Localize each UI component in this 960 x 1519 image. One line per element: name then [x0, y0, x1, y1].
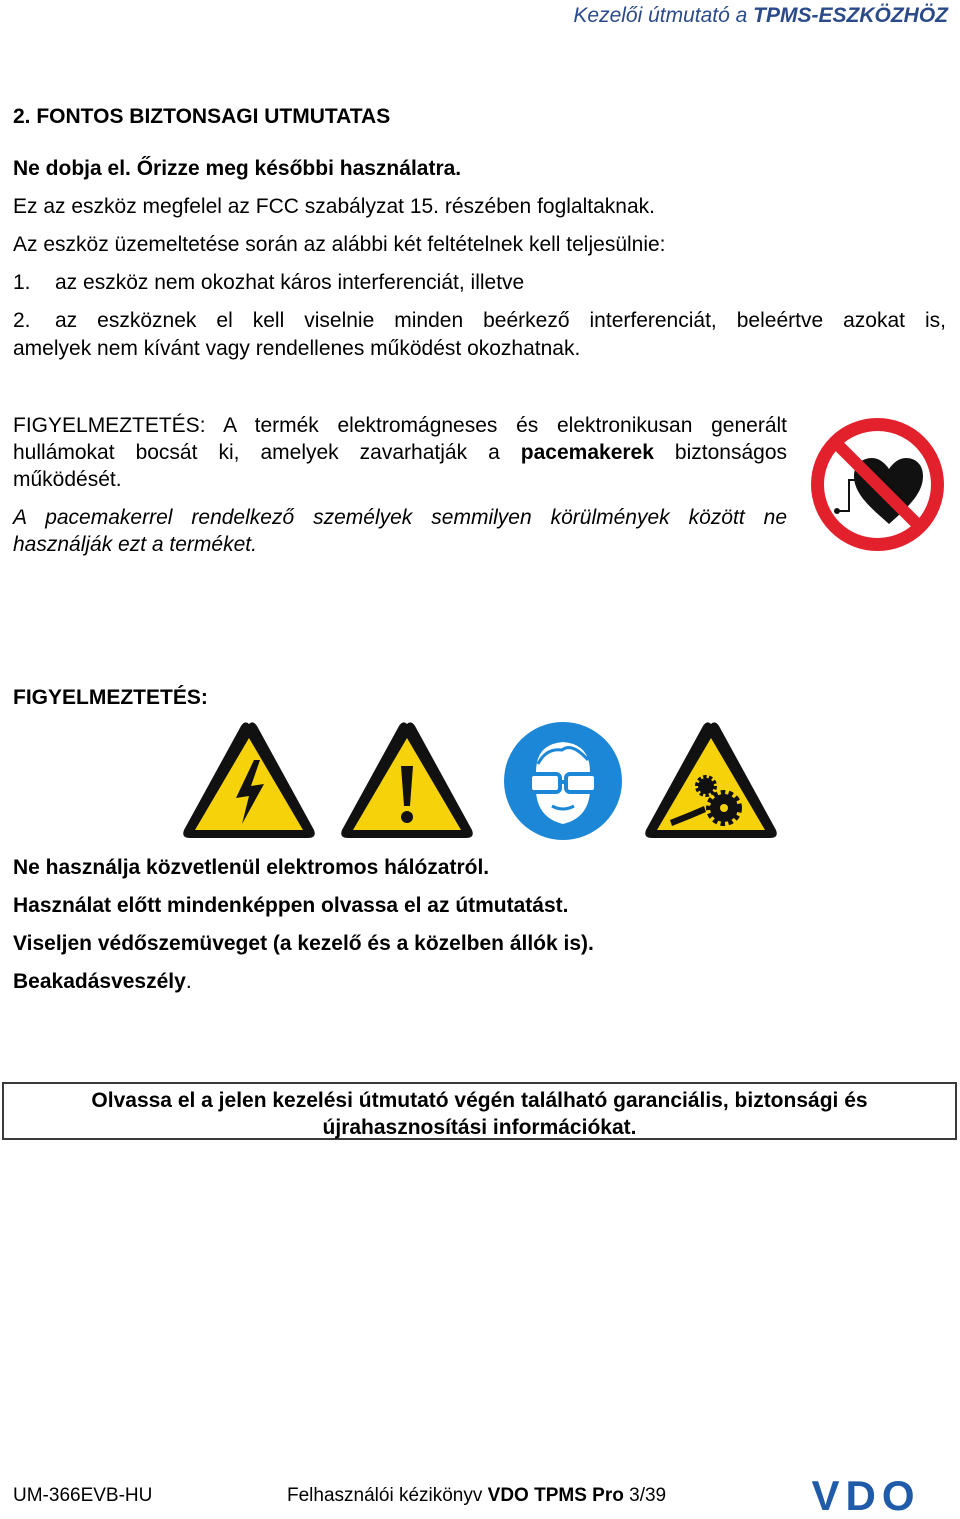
warning-item-4	[13, 970, 192, 994]
notice-line-1: Olvassa el a jelen kezelési útmutató végén található garanciális, biztonsági és	[91, 1089, 868, 1112]
condition-1-number: 1.	[13, 271, 31, 294]
footer-manual-title: VDO TPMS Pro	[487, 1485, 624, 1506]
fcc-condition-2	[13, 309, 946, 361]
electric-shock-warning-icon	[180, 720, 318, 842]
pacemaker-warning-a: FIGYELMEZTETÉS: A termék elektromágneses és elektronikusan generált hullámokat bocsát ki, amelyek zavarhatják a	[13, 414, 787, 464]
pacemaker-warning	[13, 412, 787, 493]
warning-item-2: Használat előtt mindenképpen olvassa el az útmutatást.	[13, 894, 569, 917]
condition-2-number: 2.	[13, 309, 31, 332]
entanglement-hazard-icon	[642, 720, 780, 842]
fcc-condition-1	[13, 271, 525, 295]
footer-manual	[287, 1485, 666, 1507]
info-notice-box	[2, 1082, 957, 1140]
no-pacemaker-sign-icon	[809, 416, 946, 553]
condition-2-text-a: az eszköznek el kell viselnie minden beérkező interferenciát, beleértve azokat is,	[55, 309, 946, 332]
pacemaker-italic-warning: A pacemakerrel rendelkező személyek semmilyen körülmények között ne használják ezt a terméket.	[13, 506, 787, 556]
condition-2-text-b: amelyek nem kívánt vagy rendellenes működést okozhatnak.	[13, 337, 581, 360]
pacemaker-warning-bold: pacemakerek	[520, 441, 654, 464]
footer-doc-id: UM-366EVB-HU	[13, 1485, 153, 1506]
fcc-line-2: Az eszköz üzemeltetése során az alábbi két feltételnek kell teljesülnie:	[13, 233, 666, 256]
fcc-line-1: Ez az eszköz megfelel az FCC szabályzat 15. részében foglaltaknak.	[13, 195, 655, 218]
section-title: 2. FONTOS BIZTONSAGI UTMUTATAS	[13, 105, 391, 128]
vdo-logo-text: VDO	[811, 1476, 921, 1514]
page-header	[573, 4, 948, 28]
warnings-title: FIGYELMEZTETÉS:	[13, 686, 208, 709]
header-product: TPMS-ESZKÖZHÖZ	[753, 4, 948, 27]
warning-item-3: Viseljen védőszemüveget (a kezelő és a közelben állók is).	[13, 932, 594, 955]
warning-item-4-text: Beakadásveszély	[13, 970, 186, 993]
header-prefix: Kezelői útmutató a	[573, 4, 754, 27]
footer-manual-prefix: Felhasználói kézikönyv	[287, 1485, 488, 1506]
keep-notice: Ne dobja el. Őrizze meg későbbi használatra.	[13, 157, 462, 180]
wear-safety-glasses-icon	[502, 720, 624, 842]
pacemaker-warning-b: biztonságos működését.	[13, 441, 787, 491]
warning-item-4-suffix: .	[185, 970, 192, 993]
general-warning-icon	[338, 720, 476, 842]
warning-item-1: Ne használja közvetlenül elektromos hálózatról.	[13, 856, 490, 879]
notice-line-2: újrahasznosítási információkat.	[322, 1116, 637, 1139]
condition-1-text: az eszköz nem okozhat káros interferenciát, illetve	[55, 271, 525, 294]
vdo-logo	[786, 1476, 946, 1514]
footer-page-number: 3/39	[623, 1485, 667, 1506]
